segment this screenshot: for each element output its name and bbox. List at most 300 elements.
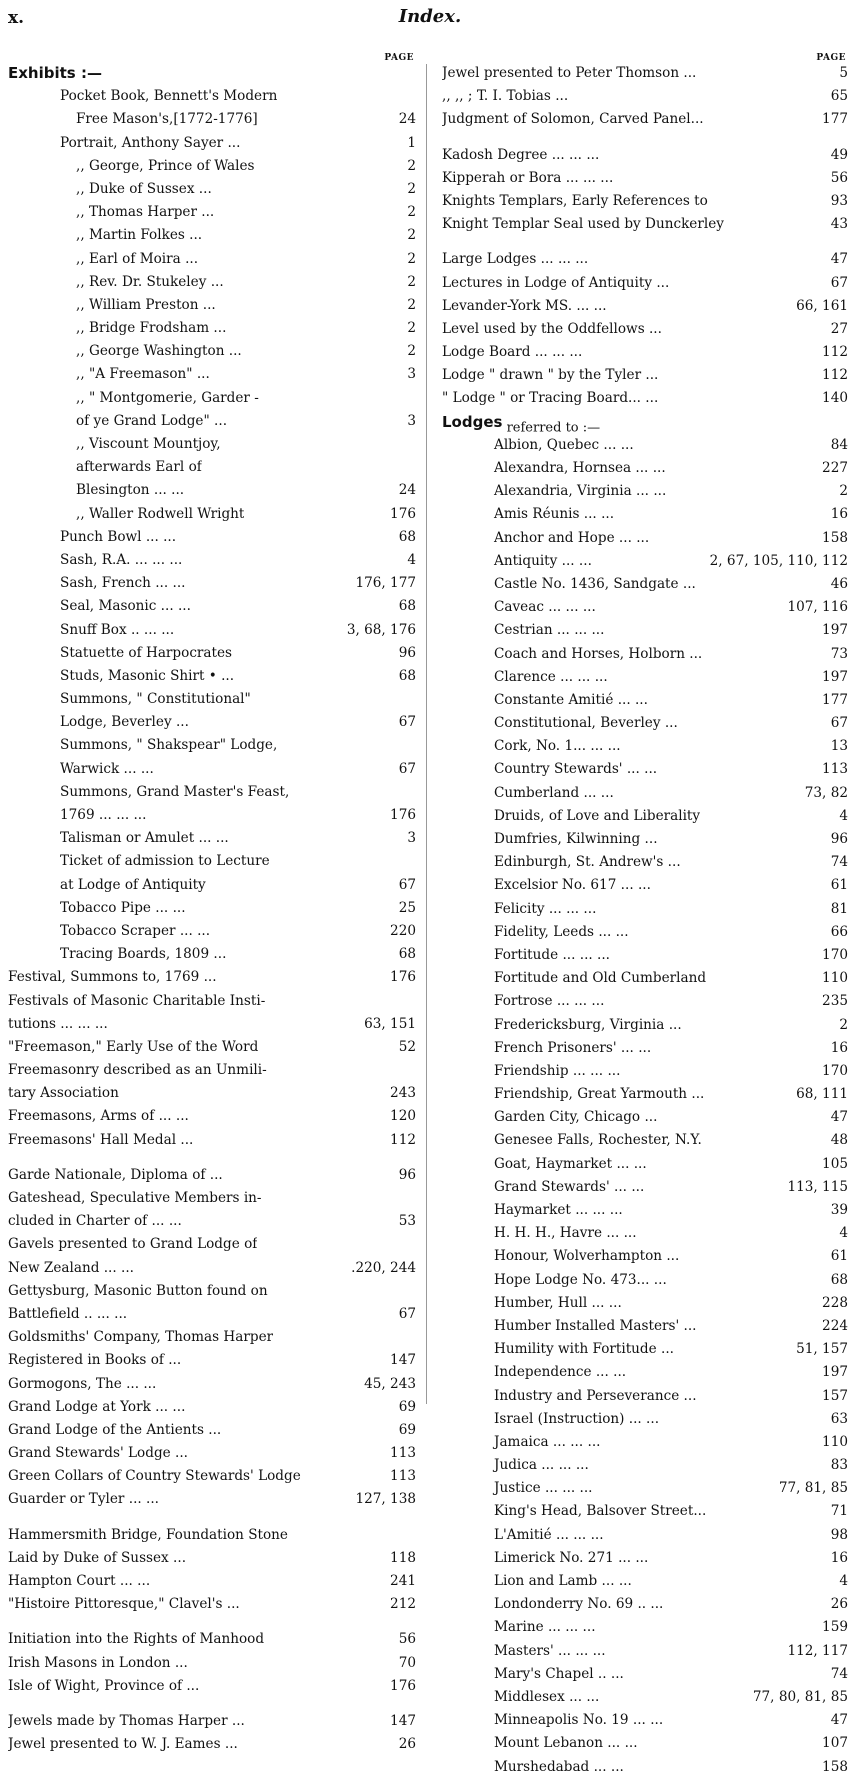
index-entry — [442, 646, 848, 669]
entry-text: Marine ... ... ... — [494, 1619, 596, 1636]
index-entry — [8, 1573, 416, 1596]
entry-text: Druids, of Love and Liberality — [494, 807, 701, 824]
entry-text: Tobacco Pipe ... ... — [60, 899, 186, 916]
index-entry — [442, 553, 848, 576]
entry-text: Goldsmiths' Company, Thomas Harper — [8, 1329, 274, 1346]
index-entry — [8, 459, 416, 482]
entry-page-ref: 43 — [830, 216, 848, 233]
index-entry — [442, 1643, 848, 1666]
index-entry — [8, 946, 416, 969]
entry-page-ref: 110 — [822, 1433, 848, 1450]
entry-text: ,, ,, ; T. I. Tobias ... — [442, 88, 569, 105]
entry-text: Garden City, Chicago ... — [494, 1109, 658, 1126]
entry-page-ref: 84 — [830, 436, 848, 453]
index-entry — [8, 784, 416, 807]
entry-page-ref: 113 — [390, 1468, 416, 1485]
index-entry — [8, 830, 416, 853]
index-entry — [442, 506, 848, 529]
index-entry — [442, 170, 848, 193]
entry-page-ref: 105 — [822, 1155, 848, 1172]
index-entry — [442, 1156, 848, 1179]
index-entry — [442, 1434, 848, 1457]
entry-page-ref: 27 — [830, 320, 848, 337]
index-entry — [8, 366, 416, 389]
entry-text: Gettysburg, Masonic Button found on — [8, 1282, 268, 1299]
entry-text: Sash, French ... ... — [60, 575, 186, 592]
entry-text: Felicity ... ... ... — [494, 900, 597, 917]
index-entry — [8, 1491, 416, 1514]
entry-page-ref: 107 — [822, 1735, 848, 1752]
entry-text: Clarence ... ... ... — [494, 668, 608, 685]
index-entry — [8, 923, 416, 946]
index-entry — [442, 1596, 848, 1619]
entry-page-ref: 83 — [830, 1457, 848, 1474]
index-entry — [442, 1689, 848, 1712]
index-entry — [8, 737, 416, 760]
entry-text: ,, Waller Rodwell Wright — [76, 505, 245, 522]
entry-text: at Lodge of Antiquity — [60, 876, 206, 893]
entry-text: Free Mason's,[1772-1776] — [76, 111, 258, 128]
index-entry — [8, 482, 416, 505]
entry-page-ref: 4 — [839, 807, 848, 824]
index-entry — [442, 1295, 848, 1318]
entry-text: Snuff Box .. ... ... — [60, 621, 175, 638]
entry-text: Antiquity ... ... — [494, 552, 592, 569]
entry-page-ref: 113, 115 — [787, 1178, 848, 1195]
index-entry — [442, 669, 848, 692]
entry-text: H. H. H., Havre ... ... — [494, 1225, 637, 1242]
index-entry — [8, 1108, 416, 1131]
index-entry — [442, 576, 848, 599]
index-entry — [442, 530, 848, 553]
entry-page-ref: 39 — [830, 1202, 848, 1218]
entry-page-ref: 68 — [398, 667, 416, 684]
entry-page-ref: 2 — [407, 227, 416, 244]
entry-page-ref: 147 — [390, 1712, 416, 1729]
index-entry — [442, 1040, 848, 1063]
entry-text: Laid by Duke of Sussex ... — [8, 1549, 187, 1566]
entry-text: Jewel presented to W. J. Eames ... — [8, 1736, 238, 1753]
entry-text: Independence ... ... — [494, 1364, 627, 1381]
index-entry — [8, 1260, 416, 1283]
entry-page-ref: 120 — [390, 1108, 416, 1125]
index-entry — [8, 111, 416, 134]
entry-page-ref: 61 — [830, 1248, 848, 1265]
entry-text: Mary's Chapel .. ... — [494, 1665, 624, 1682]
entry-text: ,, Viscount Mountjoy, — [76, 436, 221, 452]
index-entry — [8, 691, 416, 714]
entry-page-ref: 224 — [822, 1317, 848, 1334]
index-entry — [442, 924, 848, 947]
entry-page-ref: 69 — [398, 1398, 416, 1415]
index-entry — [442, 321, 848, 344]
entry-text: Country Stewards' ... ... — [494, 761, 658, 778]
entry-page-ref: 16 — [830, 1549, 848, 1566]
entry-spacer — [8, 1515, 416, 1527]
entry-text: Jamaica ... ... ... — [494, 1433, 601, 1450]
index-entry — [442, 1573, 848, 1596]
entry-text: Fortitude and Old Cumberland — [494, 970, 707, 987]
index-entry — [8, 1236, 416, 1259]
entry-text: Londonderry No. 69 .. ... — [494, 1596, 664, 1613]
index-entry — [442, 1666, 848, 1689]
index-entry — [442, 1086, 848, 1109]
entry-page-ref: 98 — [830, 1526, 848, 1543]
entry-page-ref: 158 — [822, 1758, 848, 1775]
index-entry — [442, 1480, 848, 1503]
entry-text: Edinburgh, St. Andrew's ... — [494, 854, 681, 871]
entry-text: Judica ... ... ... — [494, 1457, 589, 1474]
index-entry — [442, 785, 848, 808]
entry-text: Mount Lebanon ... ... — [494, 1735, 638, 1752]
index-entry — [8, 297, 416, 320]
index-entry — [8, 1445, 416, 1468]
index-entry — [442, 831, 848, 854]
entry-page-ref: 47 — [830, 251, 848, 268]
entry-text: Warwick ... ... — [60, 760, 154, 777]
entry-page-ref: 2 — [407, 320, 416, 337]
column-divider — [426, 64, 427, 1404]
index-entry — [442, 808, 848, 831]
entry-text: Freemasons, Arms of ... ... — [8, 1108, 189, 1125]
entry-page-ref: 67 — [830, 715, 848, 732]
entry-text: Masters' ... ... ... — [494, 1642, 606, 1659]
entry-page-ref: 13 — [830, 738, 848, 755]
entry-page-ref: 24 — [398, 482, 416, 499]
entry-text: Statuette of Harpocrates — [60, 644, 233, 661]
index-entry — [442, 1179, 848, 1202]
index-entry — [442, 622, 848, 645]
index-entry — [8, 1399, 416, 1422]
entry-page-ref: 220 — [390, 922, 416, 939]
index-entry — [442, 483, 848, 506]
entry-page-ref: 107, 116 — [787, 599, 848, 616]
entry-page-ref: 68, 111 — [796, 1086, 848, 1103]
page-number: x. — [8, 8, 25, 28]
entry-text: Gavels presented to Grand Lodge of — [8, 1236, 258, 1253]
index-entry — [442, 599, 848, 622]
entry-page-ref: 4 — [407, 551, 416, 568]
entry-text: cluded in Charter of ... ... — [8, 1213, 182, 1230]
index-entry — [8, 1352, 416, 1375]
entry-page-ref: 96 — [398, 1166, 416, 1183]
entry-text: Festivals of Masonic Charitable Insti- — [8, 992, 266, 1009]
index-entry — [442, 1063, 848, 1086]
index-entry — [442, 367, 848, 390]
entry-text: Haymarket ... ... ... — [494, 1202, 623, 1218]
index-entry — [8, 1016, 416, 1039]
entry-page-ref: 243 — [390, 1085, 416, 1102]
entry-page-ref: 112 — [822, 344, 848, 361]
index-entry — [8, 1713, 416, 1736]
entry-text: Knight Templar Seal used by Dunckerley — [442, 216, 724, 233]
index-entry — [442, 1202, 848, 1225]
entry-page-ref: 77, 81, 85 — [778, 1480, 848, 1497]
entry-page-ref: 16 — [830, 1039, 848, 1056]
entry-text: Limerick No. 271 ... ... — [494, 1549, 649, 1566]
entry-page-ref: 16 — [830, 506, 848, 523]
entry-page-ref: 212 — [390, 1596, 416, 1613]
entry-page-ref: 112, 117 — [787, 1642, 848, 1659]
entry-text: Freemasonry described as an Unmili- — [8, 1062, 267, 1079]
index-entry — [8, 413, 416, 436]
index-entry — [442, 1712, 848, 1735]
entry-page-ref: 93 — [830, 192, 848, 209]
index-entry — [442, 1388, 848, 1411]
entry-page-ref: 74 — [830, 854, 848, 871]
entry-page-ref: 2 — [407, 273, 416, 290]
entry-page-ref: 176 — [390, 969, 416, 986]
entry-text: Lectures in Lodge of Antiquity ... — [442, 274, 670, 291]
entry-text: Tobacco Scraper ... ... — [60, 922, 211, 939]
index-entry — [8, 65, 416, 88]
entry-page-ref: 52 — [398, 1038, 416, 1055]
entry-text: Talisman or Amulet ... ... — [60, 830, 229, 847]
entry-page-ref: 66, 161 — [796, 297, 848, 314]
entry-page-ref: 45, 243 — [364, 1375, 416, 1392]
index-entry — [442, 993, 848, 1016]
entry-page-ref: 49 — [830, 146, 848, 163]
index-entry — [442, 1457, 848, 1480]
entry-text: Kipperah or Bora ... ... ... — [442, 169, 614, 186]
entry-page-ref: 2 — [407, 250, 416, 267]
index-entry — [8, 1631, 416, 1654]
entry-text: Alexandra, Hornsea ... ... — [494, 460, 666, 476]
entry-text: Freemasons' Hall Medal ... — [8, 1131, 194, 1148]
entry-page-ref: 47 — [830, 1109, 848, 1126]
entry-page-ref: 3 — [407, 412, 416, 429]
entry-page-ref: 3 — [407, 830, 416, 847]
index-entry — [8, 969, 416, 992]
entry-page-ref: 48 — [830, 1132, 848, 1149]
index-entry — [8, 1190, 416, 1213]
entry-text: Constante Amitié ... ... — [494, 691, 648, 708]
index-entry — [442, 88, 848, 111]
entry-text: Hampton Court ... ... — [8, 1573, 151, 1589]
entry-text: Grand Lodge at York ... ... — [8, 1398, 186, 1415]
entry-text: Cork, No. 1... ... ... — [494, 738, 621, 755]
entry-page-ref: 24 — [398, 111, 416, 128]
entry-text: Excelsior No. 617 ... ... — [494, 877, 651, 894]
entry-text: Guarder or Tyler ... ... — [8, 1491, 159, 1508]
index-entry — [442, 970, 848, 993]
entry-text: ,, Martin Folkes ... — [76, 227, 203, 244]
entry-text: Lodges — [442, 413, 503, 431]
index-entry — [8, 1550, 416, 1573]
index-entry — [8, 204, 416, 227]
index-entry — [8, 135, 416, 158]
entry-text: Battlefield .. ... ... — [8, 1305, 128, 1322]
entry-text: Honour, Wolverhampton ... — [494, 1248, 680, 1265]
entry-text: Minneapolis No. 19 ... ... — [494, 1712, 664, 1729]
entry-text: Middlesex ... ... — [494, 1688, 600, 1705]
index-entry — [442, 1735, 848, 1758]
index-entry — [442, 437, 848, 460]
entry-text: Ticket of admission to Lecture — [60, 853, 270, 870]
entry-page-ref: 176 — [390, 807, 416, 823]
index-entry — [8, 390, 416, 413]
index-entry — [8, 274, 416, 297]
index-entry — [8, 1062, 416, 1085]
index-entry — [442, 1364, 848, 1387]
entry-page-ref: 73 — [830, 645, 848, 662]
entry-page-ref: 159 — [822, 1619, 848, 1636]
entry-page-ref: 228 — [822, 1294, 848, 1311]
entry-text: Amis Réunis ... ... — [494, 506, 615, 523]
index-entry — [442, 65, 848, 88]
index-entry — [8, 993, 416, 1016]
entry-text: Fortrose ... ... ... — [494, 993, 605, 1010]
entry-page-ref: 197 — [822, 668, 848, 685]
index-entries-right — [442, 65, 848, 1782]
index-entry — [442, 1132, 848, 1155]
entry-text: Registered in Books of ... — [8, 1352, 182, 1369]
entry-text: Lodge Board ... ... ... — [442, 344, 583, 361]
index-entry — [8, 1596, 416, 1619]
index-entry — [8, 1736, 416, 1759]
entry-page-ref: 67 — [398, 1305, 416, 1322]
entry-page-ref: 110 — [822, 970, 848, 987]
page-column-label: PAGE — [384, 53, 414, 63]
page-column-label: PAGE — [816, 53, 846, 63]
index-entry — [8, 1376, 416, 1399]
index-entry — [8, 1132, 416, 1155]
entry-text: Initiation into the Rights of Manhood — [8, 1631, 265, 1648]
index-entry — [442, 1225, 848, 1248]
entry-text: Portrait, Anthony Sayer ... — [60, 134, 241, 151]
index-entry — [8, 1678, 416, 1701]
entry-page-ref: 25 — [398, 899, 416, 916]
entry-text: Tracing Boards, 1809 ... — [60, 946, 227, 963]
index-entry — [442, 1619, 848, 1642]
entry-page-ref: 67 — [398, 760, 416, 777]
index-entry — [8, 1306, 416, 1329]
entry-page-ref: .220, 244 — [351, 1259, 416, 1276]
entry-text: Fortitude ... ... ... — [494, 946, 610, 963]
entry-page-ref: 3 — [407, 366, 416, 383]
index-entry — [8, 900, 416, 923]
index-entry — [8, 1329, 416, 1352]
entry-page-ref: 66 — [830, 923, 848, 940]
entry-spacer — [442, 239, 848, 251]
entry-text: Grand Stewards' Lodge ... — [8, 1445, 188, 1462]
entry-page-ref: 177 — [822, 111, 848, 128]
index-entry — [442, 390, 848, 413]
entry-text: Hammersmith Bridge, Foundation Stone — [8, 1526, 288, 1543]
entry-page-ref: 73, 82 — [804, 784, 848, 801]
entry-text: New Zealand ... ... — [8, 1259, 134, 1276]
entry-text: afterwards Earl of — [76, 459, 202, 476]
entry-spacer — [8, 1155, 416, 1167]
entry-page-ref: 176, 177 — [355, 575, 416, 592]
entry-text: French Prisoners' ... ... — [494, 1039, 652, 1056]
entry-page-ref: 56 — [830, 169, 848, 186]
entry-text: Humber, Hull ... ... — [494, 1294, 622, 1311]
entry-text: Grand Stewards' ... ... — [494, 1178, 645, 1195]
entry-text: Friendship ... ... ... — [494, 1062, 621, 1079]
index-entry — [8, 575, 416, 598]
entry-text: Irish Masons in London ... — [8, 1654, 188, 1671]
entry-page-ref: 5 — [839, 65, 848, 81]
entry-text: Albion, Quebec ... ... — [494, 436, 634, 453]
entry-spacer — [8, 1701, 416, 1713]
entry-text: Coach and Horses, Holborn ... — [494, 645, 703, 662]
index-entry — [8, 668, 416, 691]
page-title: Index. — [398, 6, 462, 27]
entry-text: ,, Bridge Frodsham ... — [76, 320, 227, 337]
entry-page-ref: 177 — [822, 691, 848, 708]
index-entry — [442, 414, 848, 437]
entry-page-ref: 158 — [822, 529, 848, 546]
entry-text: ,, George, Prince of Wales — [76, 157, 255, 174]
index-entry — [8, 529, 416, 552]
entry-text: "Freemason," Early Use of the Word — [8, 1038, 259, 1055]
entry-text: ,, "A Freemason" ... — [76, 366, 210, 383]
entry-spacer — [442, 135, 848, 147]
index-entry — [8, 714, 416, 737]
entry-page-ref: 140 — [822, 390, 848, 407]
entry-page-ref: 74 — [830, 1665, 848, 1682]
entry-page-ref: 77, 80, 81, 85 — [752, 1688, 848, 1705]
entry-text: Goat, Haymarket ... ... — [494, 1155, 647, 1172]
entry-page-ref: 2 — [407, 204, 416, 221]
entry-page-ref: 4 — [839, 1225, 848, 1242]
entry-text: Lodge " drawn " by the Tyler ... — [442, 367, 659, 384]
index-entry — [442, 715, 848, 738]
entry-page-ref: 63 — [830, 1410, 848, 1427]
entry-text: Gateshead, Speculative Members in- — [8, 1190, 262, 1206]
index-entry — [442, 111, 848, 134]
index-entry — [442, 738, 848, 761]
index-entry — [8, 436, 416, 459]
index-entry — [8, 877, 416, 900]
entry-text: ,, George Washington ... — [76, 343, 242, 360]
index-entry — [442, 1550, 848, 1573]
index-entry — [442, 460, 848, 483]
index-entry — [8, 506, 416, 529]
entry-page-ref: 61 — [830, 877, 848, 894]
entry-text: Castle No. 1436, Sandgate ... — [494, 575, 696, 592]
entry-text: Caveac ... ... ... — [494, 599, 596, 616]
index-entry — [442, 1017, 848, 1040]
index-entry — [8, 761, 416, 784]
index-entry — [8, 645, 416, 668]
index-entry — [8, 343, 416, 366]
entry-page-ref: 197 — [822, 622, 848, 639]
entry-page-ref: 2 — [839, 483, 848, 500]
entry-page-ref: 53 — [398, 1213, 416, 1230]
entry-text: Large Lodges ... ... ... — [442, 251, 589, 268]
index-entry — [8, 1167, 416, 1190]
index-entry — [442, 901, 848, 924]
entry-text: Summons, " Shakspear" Lodge, — [60, 737, 278, 754]
index-entry — [8, 1422, 416, 1445]
entry-text: Humility with Fortitude ... — [494, 1341, 674, 1358]
entry-page-ref: 47 — [830, 1712, 848, 1729]
entry-text: Murshedabad ... ... — [494, 1758, 624, 1775]
entry-page-ref: 112 — [822, 367, 848, 384]
index-entry — [442, 692, 848, 715]
index-entry — [8, 1039, 416, 1062]
entry-page-ref: 68 — [398, 946, 416, 963]
entry-text: Jewels made by Thomas Harper ... — [8, 1712, 245, 1729]
entry-page-ref: 63, 151 — [364, 1015, 416, 1032]
entry-text: Exhibits :— — [8, 65, 102, 82]
entry-page-ref: 65 — [830, 88, 848, 105]
entry-text: Dumfries, Kilwinning ... — [494, 831, 658, 847]
entry-page-ref: 118 — [390, 1549, 416, 1566]
index-entry — [8, 853, 416, 876]
